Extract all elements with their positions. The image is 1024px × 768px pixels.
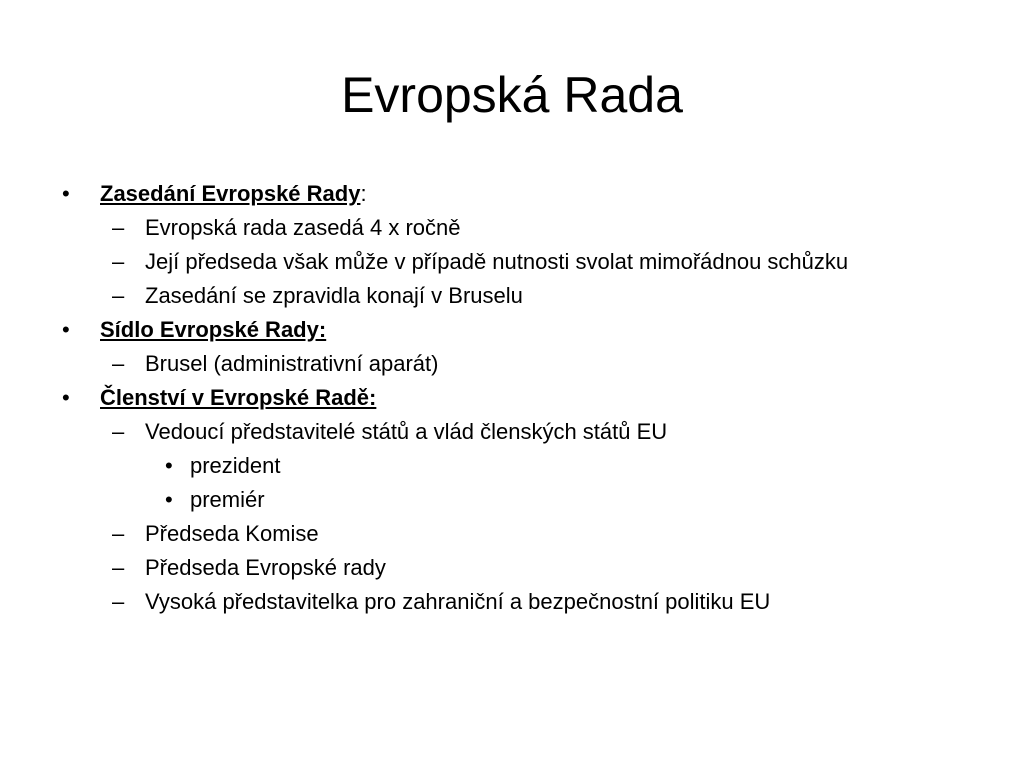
slide-title: Evropská Rada: [341, 67, 683, 123]
sub-list-item-text: premiér: [190, 487, 265, 512]
section-heading: Zasedání Evropské Rady: [100, 181, 361, 206]
sub-list-item-text: prezident: [190, 453, 281, 478]
list-item-text: Vedoucí představitelé států a vlád členských států EU: [145, 419, 668, 444]
list-item: [60, 350, 920, 377]
bullet-marker: •: [62, 181, 70, 206]
sub-list-item: [60, 452, 920, 479]
list-item-text: Evropská rada zasedá 4 x ročně: [145, 215, 461, 240]
list-item-text: Předseda Evropské rady: [145, 555, 386, 580]
dash-marker: –: [112, 215, 125, 240]
list-item: [60, 418, 920, 445]
bullet-marker: •: [62, 317, 70, 342]
list-item-text: Brusel (administrativní aparát): [145, 351, 439, 376]
bullet-zasedani: [60, 180, 920, 207]
dash-marker: –: [112, 555, 125, 580]
bullet-clenstvi: [60, 384, 920, 411]
list-item-text: Její předseda však může v případě nutnosti svolat mimořádnou schůzku: [145, 249, 849, 274]
section-heading: Členství v Evropské Radě:: [100, 385, 377, 410]
list-item: [60, 554, 920, 581]
slide-content: [60, 180, 920, 622]
bullet-marker: •: [62, 385, 70, 410]
list-item: [60, 588, 920, 615]
list-item-text: Vysoká představitelka pro zahraniční a bezpečnostní politiku EU: [145, 589, 771, 614]
section-heading-suffix: :: [360, 181, 367, 206]
dash-marker: –: [112, 419, 125, 444]
bullet-marker: •: [165, 487, 173, 512]
bullet-marker: •: [165, 453, 173, 478]
dash-marker: –: [112, 351, 125, 376]
list-item-text: Zasedání se zpravidla konají v Bruselu: [145, 283, 523, 308]
list-item: [60, 520, 920, 547]
dash-marker: –: [112, 589, 125, 614]
list-item: [60, 282, 920, 309]
sub-list-item: [60, 486, 920, 513]
list-item-text: Předseda Komise: [145, 521, 319, 546]
list-item: [60, 214, 920, 241]
list-item: [60, 248, 920, 275]
dash-marker: –: [112, 249, 125, 274]
section-heading: Sídlo Evropské Rady:: [100, 317, 327, 342]
dash-marker: –: [112, 283, 125, 308]
bullet-sidlo: [60, 316, 920, 343]
dash-marker: –: [112, 521, 125, 546]
